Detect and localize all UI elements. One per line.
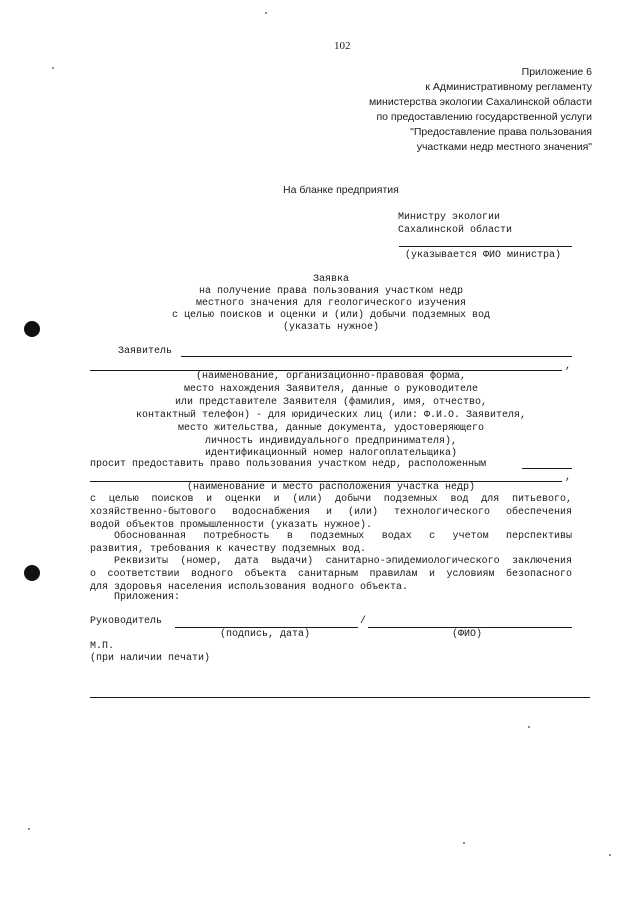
paragraph-line: о соответствии водного объекта санитарным правилам и условиям безопасного: [90, 569, 572, 580]
applicant-field-line: [181, 356, 572, 357]
applicant-caption: [90, 371, 572, 461]
title-line: местного значения для геологического изучения: [195, 298, 467, 309]
scan-speck: [28, 828, 30, 830]
paragraph-line: водой объектов промышленности (указать нужное).: [90, 520, 373, 531]
minister-caption: (указывается ФИО министра): [405, 250, 562, 261]
request-comma: ,: [565, 472, 572, 483]
scan-speck: [528, 726, 530, 728]
paragraph-line: хозяйственно-бытового водоснабжения и (или) технологического обеспечения: [90, 507, 572, 518]
appendix-line: Приложение 6: [521, 66, 592, 78]
caption-line: место нахождения Заявителя, данные о руководителе: [183, 383, 479, 395]
addressee-line-1: Министру экологии: [398, 212, 501, 223]
paragraph-line: Реквизиты (номер, дата выдачи) санитарно-эпидемиологического заключения: [114, 556, 572, 567]
title-line: на получение права пользования участком недр: [198, 286, 464, 297]
request-text: просит предоставить право пользования участком недр, расположенным: [90, 459, 487, 470]
scan-speck: [265, 12, 267, 14]
signature-slash: /: [360, 616, 367, 627]
letterhead-note: На бланке предприятия: [283, 184, 399, 196]
appendix-block: [369, 65, 592, 155]
appendix-line: министерства экологии Сахалинской области: [368, 96, 592, 108]
title-line: с целью поисков и оценки и (или) добычи подземных вод: [171, 310, 491, 321]
closing-rule: [90, 697, 590, 698]
stamp-note: (при наличии печати): [90, 653, 211, 664]
fio-caption: (ФИО): [452, 629, 483, 640]
applicant-comma: ,: [565, 361, 572, 372]
caption-line: контактный телефон) - для юридических лиц (или: Ф.И.О. Заявителя,: [135, 409, 527, 421]
minister-name-line: [399, 246, 572, 247]
appendix-line: к Административному регламенту: [425, 81, 592, 93]
stamp-label: М.П.: [90, 641, 115, 652]
appendix-line: участками недр местного значения": [416, 141, 592, 153]
application-title: [90, 274, 572, 334]
scan-speck: [463, 842, 465, 844]
punch-hole: [24, 321, 40, 337]
title-heading: Заявка: [312, 274, 349, 285]
purpose-paragraph: [90, 493, 572, 532]
appendix-line: "Предоставление права пользования: [410, 126, 592, 138]
paragraph-line: развития, требования к качеству подземных вод.: [90, 544, 367, 555]
attachments-label: Приложения:: [114, 592, 181, 603]
paragraph-line: с целью поисков и оценки и (или) добычи подземных вод для питьевого,: [90, 494, 572, 505]
scan-speck: [609, 854, 611, 856]
title-line: (указать нужное): [282, 322, 379, 333]
location-caption: (наименование и место расположения участка недр): [186, 482, 476, 493]
head-label: Руководитель: [90, 616, 163, 627]
requisites-paragraph: [90, 555, 572, 594]
caption-line: (наименование, организационно-правовая форма,: [195, 371, 467, 382]
caption-line: или представителе Заявителя (фамилия, имя, отчество,: [174, 396, 488, 408]
caption-line: место жительства, данные документа, удостоверяющего: [177, 422, 485, 434]
punch-hole: [24, 565, 40, 581]
location-field-line: [522, 468, 572, 469]
appendix-line: по предоставлению государственной услуги: [376, 111, 592, 123]
caption-line: идентификационный номер налогоплательщика): [204, 448, 458, 460]
paragraph-line: Обоснованная потребность в подземных водах с учетом перспективы: [114, 531, 572, 542]
scan-speck: [52, 67, 54, 69]
paragraph-line: для здоровья населения использования водного объекта.: [90, 582, 409, 593]
applicant-label: Заявитель: [118, 346, 173, 357]
page-number: 102: [334, 40, 351, 52]
signature-caption: (подпись, дата): [220, 629, 311, 640]
addressee-line-2: Сахалинской области: [398, 225, 513, 236]
caption-line: личность индивидуального предпринимателя),: [204, 435, 458, 447]
justification-paragraph: [90, 530, 572, 556]
